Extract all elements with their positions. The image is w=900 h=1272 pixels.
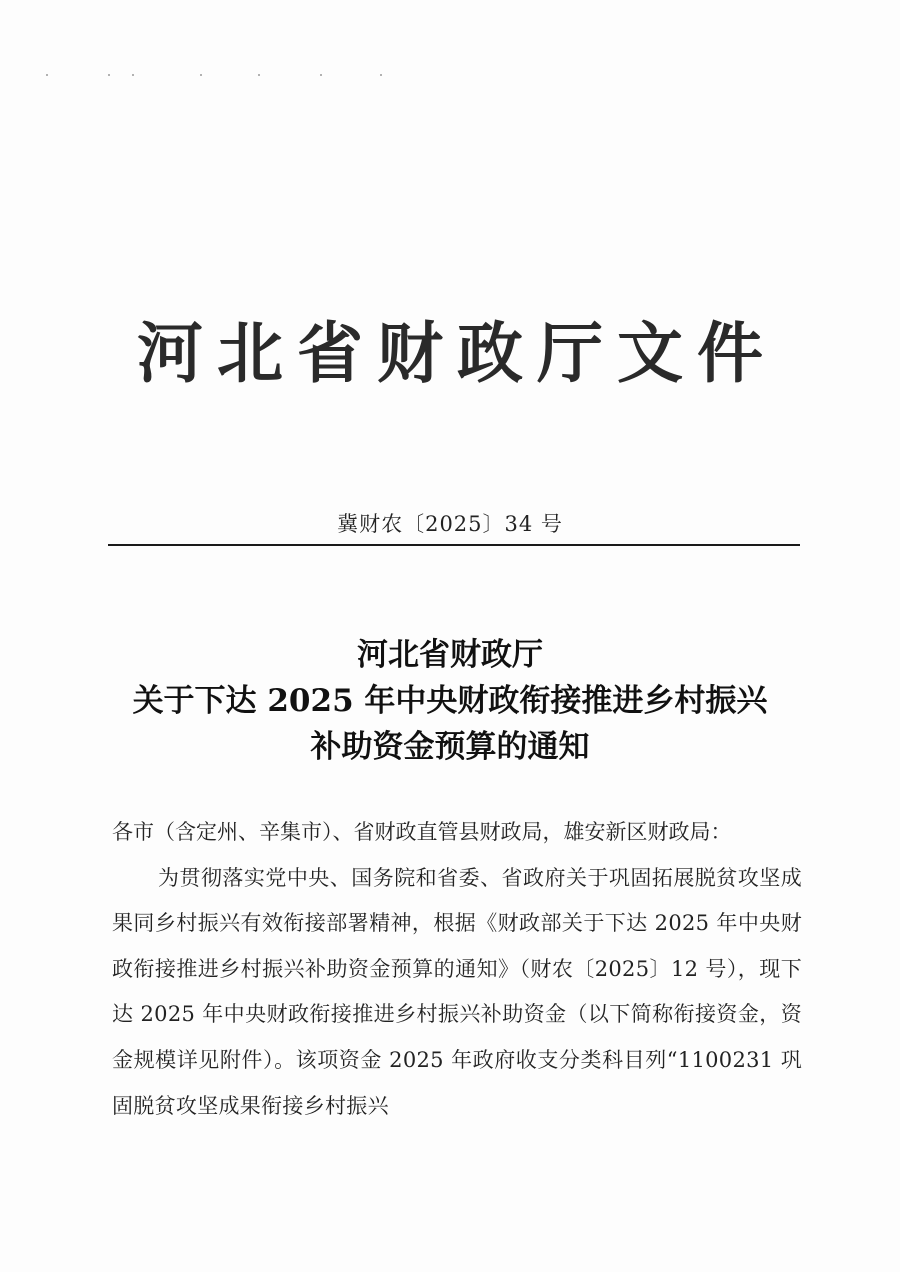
document-body xyxy=(112,810,802,1129)
salutation: 各市（含定州、辛集市）、省财政直管县财政局，雄安新区财政局： xyxy=(112,820,732,844)
scan-speck xyxy=(46,74,48,76)
scan-speck xyxy=(132,74,134,76)
document-masthead: 河北省财政厅文件 xyxy=(137,314,777,392)
scan-speck xyxy=(380,74,382,76)
scan-speck xyxy=(108,74,110,76)
document-title xyxy=(0,632,900,770)
document-number: 冀财农〔2025〕34 号 xyxy=(337,512,563,536)
title-line-2: 关于下达 2025 年中央财政衔接推进乡村振兴 xyxy=(132,683,768,719)
scan-speck xyxy=(200,74,202,76)
scan-speck xyxy=(258,74,260,76)
masthead-divider xyxy=(108,544,800,546)
title-line-3: 补助资金预算的通知 xyxy=(310,729,590,765)
body-paragraph: 为贯彻落实党中央、国务院和省委、省政府关于巩固拓展脱贫攻坚成果同乡村振兴有效衔接部署精神，根据《财政部关于下达 2025 年中央财政衔接推进乡村振兴补助资金预算的通知》（财农〔2025〕12 号），现下达 2025 年中央财政衔接推进乡村振兴补助资金（以下简称衔接资金，资金规模详见附件）。该项资金 2025 年政府收支分类科目列“1100231 巩固脱贫攻坚成果衔接乡村振兴 xyxy=(112,865,802,1118)
scan-speck xyxy=(320,74,322,76)
title-line-1: 河北省财政厅 xyxy=(357,637,543,673)
